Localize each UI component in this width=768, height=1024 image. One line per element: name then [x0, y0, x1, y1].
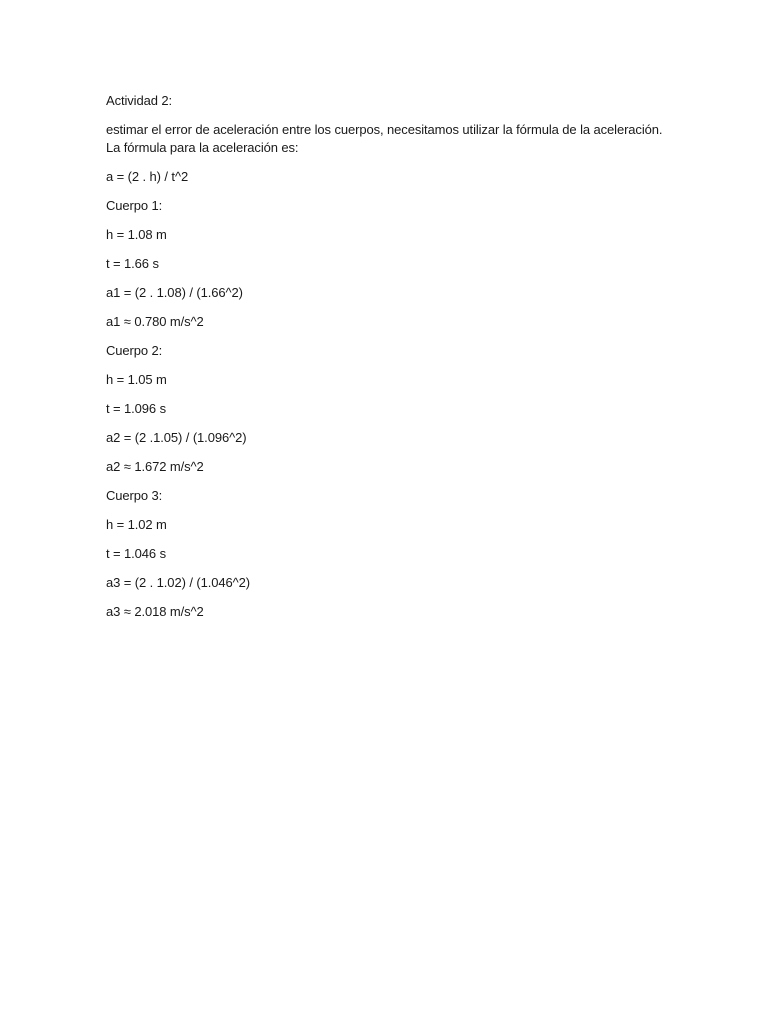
body-height: h = 1.08 m	[106, 227, 167, 242]
document-body	[106, 92, 706, 632]
body-heading: Cuerpo 1:	[106, 198, 163, 213]
body-height: h = 1.02 m	[106, 517, 167, 532]
body-heading: Cuerpo 3:	[106, 488, 163, 503]
body-time: t = 1.66 s	[106, 256, 159, 271]
body-result: a2 ≈ 1.672 m/s^2	[106, 459, 204, 474]
body-time: t = 1.046 s	[106, 546, 166, 561]
body-calculation: a2 = (2 .1.05) / (1.096^2)	[106, 430, 247, 445]
body-height: h = 1.05 m	[106, 372, 167, 387]
body-calculation: a1 = (2 . 1.08) / (1.66^2)	[106, 285, 243, 300]
body-time: t = 1.096 s	[106, 401, 166, 416]
document-title: Actividad 2:	[106, 93, 173, 108]
acceleration-formula: a = (2 . h) / t^2	[106, 169, 189, 184]
intro-paragraph	[106, 121, 706, 157]
intro-line: estimar el error de aceleración entre los cuerpos, necesitamos utilizar la fórmula de la aceleración.	[106, 122, 663, 137]
body-heading: Cuerpo 2:	[106, 343, 163, 358]
intro-line: La fórmula para la aceleración es:	[106, 140, 299, 155]
body-result: a3 ≈ 2.018 m/s^2	[106, 604, 204, 619]
body-result: a1 ≈ 0.780 m/s^2	[106, 314, 204, 329]
body-calculation: a3 = (2 . 1.02) / (1.046^2)	[106, 575, 250, 590]
